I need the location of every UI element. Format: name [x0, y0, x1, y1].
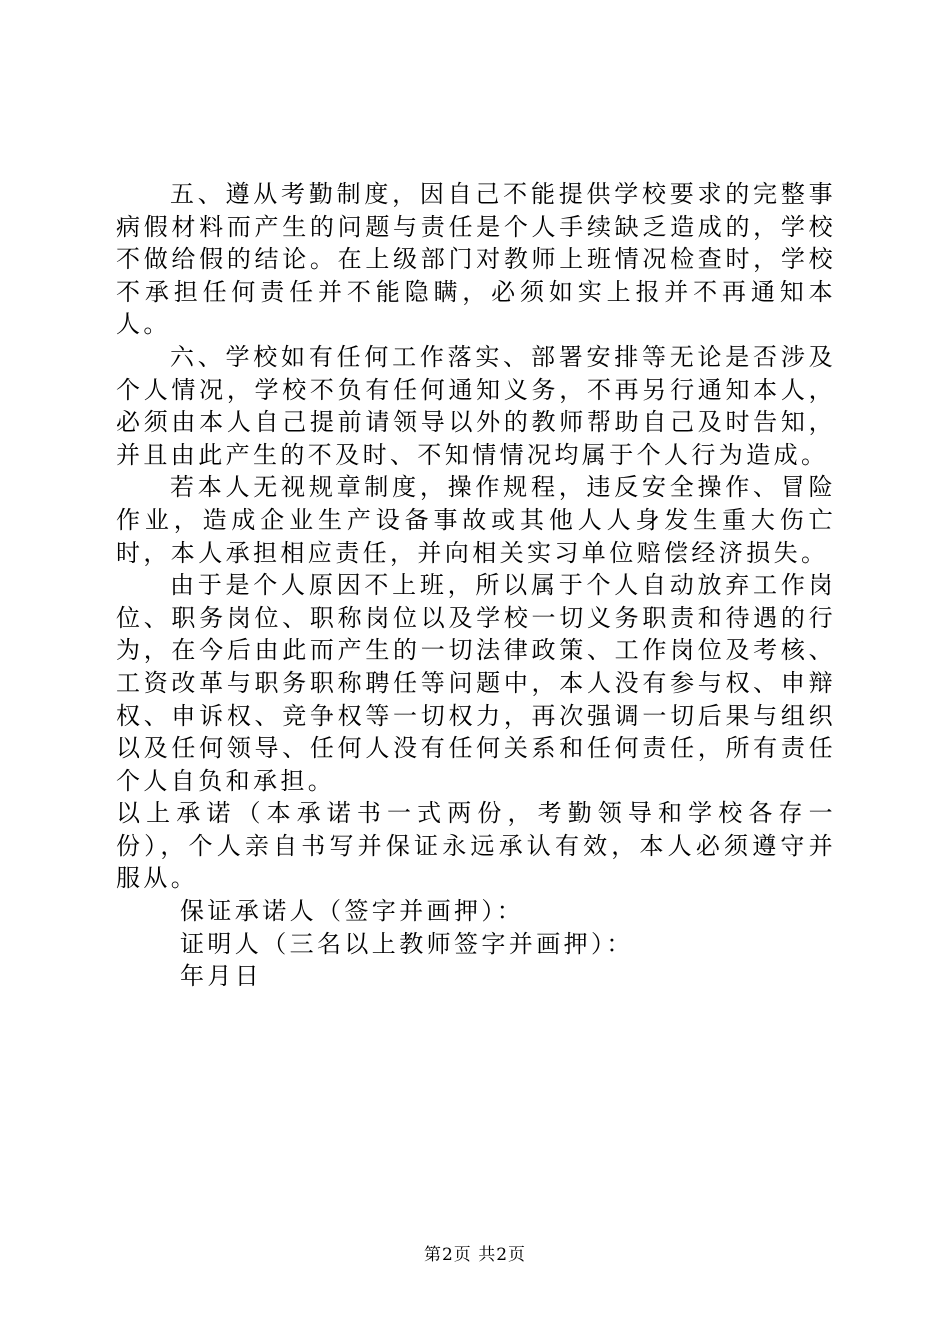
paragraph-safety-liability: 若本人无视规章制度，操作规程，违反安全操作、冒险作业，造成企业生产设备事故或其他人人身发生重大伤亡时，本人承担相应责任，并向相关实习单位赔偿经济损失。 — [116, 473, 836, 567]
witness-signature-line: 证明人（三名以上教师签字并画押）： — [180, 929, 634, 958]
paragraph-absence-consequences: 由于是个人原因不上班，所以属于个人自动放弃工作岗位、职务岗位、职称岗位以及学校一切义务职责和待遇的行为，在今后由此而产生的一切法律政策、工作岗位及考核、工资改革与职务职称聘任等问题中，本人没有参与权、申辩权、申诉权、竞争权等一切权力，再次强调一切后果与组织以及任何领导、任何人没有任何关系和任何责任，所有责任个人自负和承担。 — [116, 571, 836, 795]
date-line: 年月日 — [180, 962, 263, 991]
page-number-footer: 第2页 共2页 — [423, 1245, 527, 1265]
paragraph-commitment-statement: 以上承诺（本承诺书一式两份，考勤领导和学校各存一份），个人亲自书写并保证永远承认有效，本人必须遵守并服从。 — [116, 799, 836, 893]
document-body — [116, 178, 836, 993]
paragraph-6-notification: 六、学校如有任何工作落实、部署安排等无论是否涉及个人情况，学校不负有任何通知义务，不再另行通知本人，必须由本人自己提前请领导以外的教师帮助自己及时告知，并且由此产生的不及时、不知情情况均属于个人行为造成。 — [116, 342, 836, 469]
paragraph-5-attendance: 五、遵从考勤制度，因自己不能提供学校要求的完整事病假材料而产生的问题与责任是个人手续缺乏造成的，学校不做给假的结论。在上级部门对教师上班情况检查时，学校不承担任何责任并不能隐瞒，必须如实上报并不再通知本人。 — [116, 180, 836, 339]
guarantor-signature-line: 保证承诺人（签字并画押）： — [180, 897, 525, 926]
